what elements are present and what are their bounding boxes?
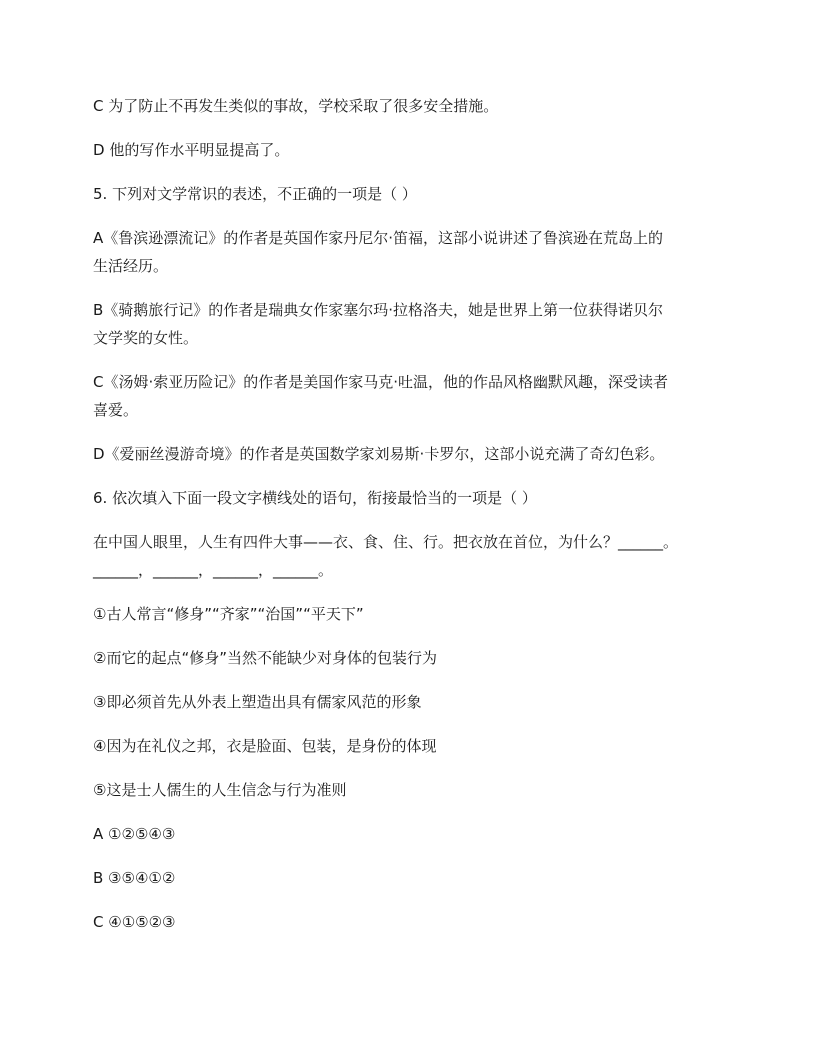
- q5-option-a: [93, 224, 723, 280]
- q6-sentence-4: [93, 732, 723, 760]
- q5-option-a-line1: A《鲁滨逊漂流记》的作者是英国作家丹尼尔·笛福，这部小说讲述了鲁滨逊在荒岛上的: [93, 229, 664, 247]
- q6-sentence-2: [93, 644, 723, 672]
- q6-sentence-3: [93, 688, 723, 716]
- q6-sentence-5-text: ⑤这是士人儒生的人生信念与行为准则: [93, 781, 347, 799]
- q6-sentence-1-text: ①古人常言“修身”“齐家”“治国”“平天下”: [93, 605, 364, 623]
- q5-option-b: [93, 296, 723, 352]
- q5-option-b-line1: B《骑鹅旅行记》的作者是瑞典女作家塞尔玛·拉格洛夫，她是世界上第一位获得诺贝尔: [93, 301, 664, 319]
- q5-option-c-line1: C《汤姆·索亚历险记》的作者是美国作家马克·吐温，他的作品风格幽默风趣，深受读者: [93, 373, 669, 391]
- q6-option-b: [93, 864, 723, 892]
- q5-option-d-text: D《爱丽丝漫游奇境》的作者是英国数学家刘易斯·卡罗尔，这部小说充满了奇幻色彩。: [93, 445, 665, 463]
- q6-option-a: [93, 820, 723, 848]
- q4-option-c-text: C 为了防止不再发生类似的事故，学校采取了很多安全措施。: [93, 97, 499, 115]
- q5-option-c: [93, 368, 723, 424]
- q6-stem: [93, 484, 723, 512]
- q6-passage: [93, 528, 723, 584]
- q6-option-c-text: C ④①⑤②③: [93, 913, 176, 931]
- q4-option-d-text: D 他的写作水平明显提高了。: [93, 141, 290, 159]
- q6-sentence-1: [93, 600, 723, 628]
- q6-sentence-2-text: ②而它的起点“修身”当然不能缺少对身体的包装行为: [93, 649, 437, 667]
- q4-option-c: [93, 92, 723, 120]
- q6-sentence-3-text: ③即必须首先从外表上塑造出具有儒家风范的形象: [93, 693, 422, 711]
- q5-stem-text: 5. 下列对文学常识的表述，不正确的一项是（ ）: [93, 185, 417, 203]
- q6-sentence-5: [93, 776, 723, 804]
- q6-passage-line1: 在中国人眼里，人生有四件大事——衣、食、住、行。把衣放在首位，为什么？______。: [93, 533, 679, 551]
- q5-option-a-line2: 生活经历。: [93, 257, 169, 275]
- q6-option-c: [93, 908, 723, 936]
- q6-option-b-text: B ③⑤④①②: [93, 869, 176, 887]
- q6-passage-line2: ______，______，______，______。: [93, 561, 334, 579]
- q5-option-c-line2: 喜爱。: [93, 401, 139, 419]
- q6-sentence-4-text: ④因为在礼仪之邦，衣是脸面、包装，是身份的体现: [93, 737, 437, 755]
- q4-option-d: [93, 136, 723, 164]
- q5-option-b-line2: 文学奖的女性。: [93, 329, 199, 347]
- q5-option-d: [93, 440, 723, 468]
- q6-option-a-text: A ①②⑤④③: [93, 825, 176, 843]
- q6-stem-text: 6. 依次填入下面一段文字横线处的语句，衔接最恰当的一项是（ ）: [93, 489, 537, 507]
- document-page: [93, 92, 723, 952]
- q5-stem: [93, 180, 723, 208]
